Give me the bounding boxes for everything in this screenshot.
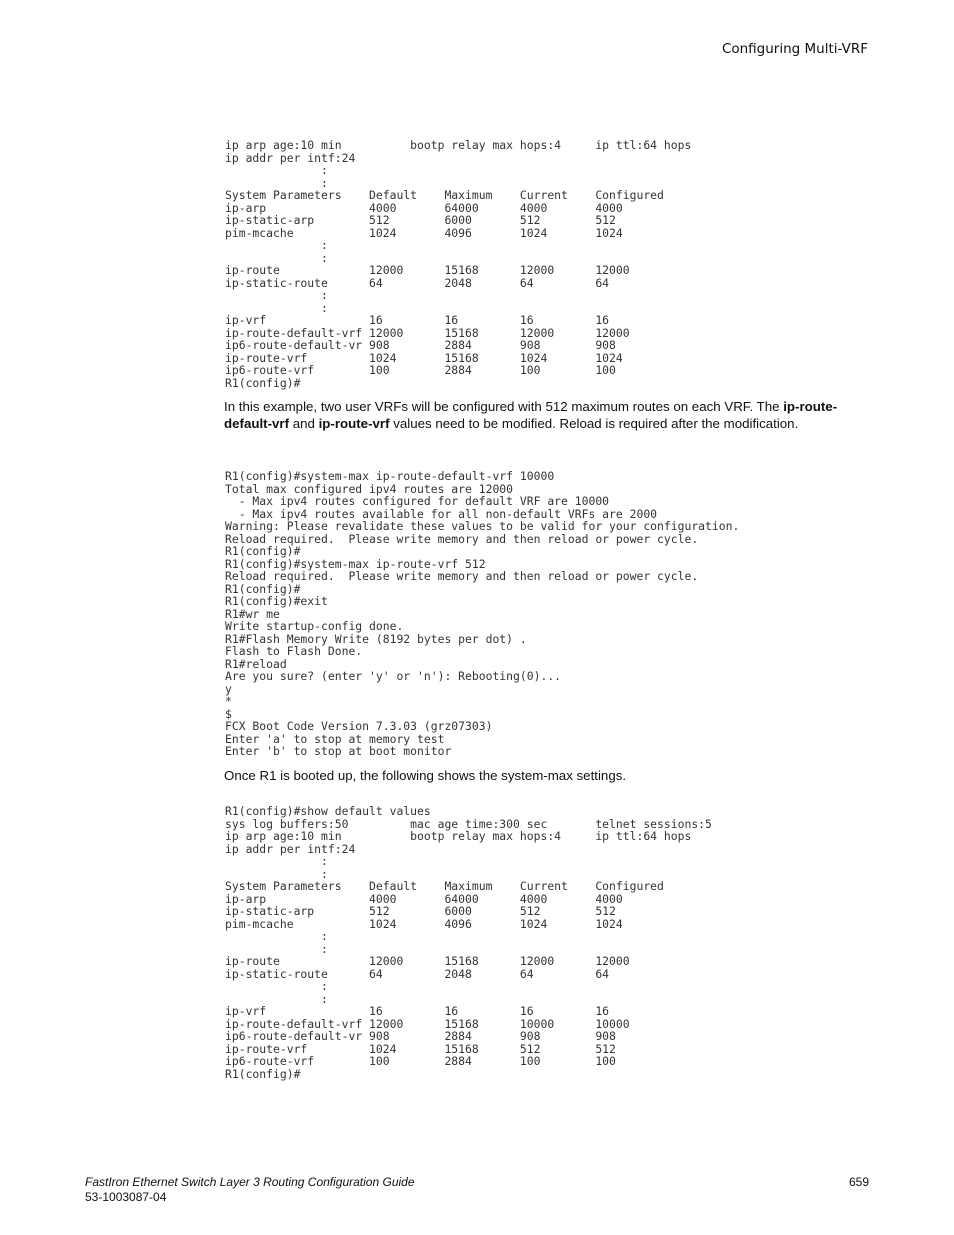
section-header: Configuring Multi-VRF <box>721 41 868 57</box>
paragraph-text: and <box>289 416 319 431</box>
paragraph-text: values need to be modified. Reload is required after the modification. <box>389 416 799 431</box>
command-keyword: ip-route-default-vrf <box>224 399 838 431</box>
page-number: 659 <box>848 1175 869 1189</box>
paragraph-vrf-example <box>224 398 844 432</box>
paragraph-booted: Once R1 is booted up, the following shows the system-max settings. <box>224 768 627 783</box>
footer-doc-title: FastIron Ethernet Switch Layer 3 Routing Configuration Guide <box>85 1175 415 1189</box>
cli-output-block-2: R1(config)#system-max ip-route-default-vrf 10000 Total max configured ipv4 routes are 12000 - Max ipv4 routes configured for default VRF are 10000 - Max ipv4 routes available for all non-default VRFs are 2000 Warning: Please revalidate these values to be valid for your configuration. Reload required. Please write memory and then reload or power cycle. R1(config)# R1(config)#system-max ip-route-vrf 512 Reload required. Please write memory and then reload or power cycle. R1(config)# R1(config)#exit R1#wr me Write startup-config done. R1#Flash Memory Write (8192 bytes per dot) . Flash to Flash Done. R1#reload Are you sure? (enter 'y' or 'n'): Rebooting(0)... y * $ FCX Boot Code Version 7.3.03 (grz07303) Enter 'a' to stop at memory test Enter 'b' to stop at boot monitor <box>225 469 740 758</box>
footer <box>85 1175 415 1204</box>
cli-output-block-1: ip arp age:10 min bootp relay max hops:4 ip ttl:64 hops ip addr per intf:24 : : System Parameters Default Maximum Current Configured ip-arp 4000 64000 4000 4000 ip-static-arp 512 6000 512 512 pim-mcache 1024 4096 1024 1024 : : ip-route 12000 15168 12000 12000 ip-static-route 64 2048 64 64 : : ip-vrf 16 16 16 16 ip-route-default-vrf 12000 15168 12000 12000 ip6-route-default-vr 908 2884 908 908 ip-route-vrf 1024 15168 1024 1024 ip6-route-vrf 100 2884 100 100 R1(config)# <box>225 138 692 390</box>
command-keyword: ip-route-vrf <box>318 416 390 431</box>
cli-output-block-3: R1(config)#show default values sys log buffers:50 mac age time:300 sec telnet sessions:5 ip arp age:10 min bootp relay max hops:4 ip ttl:64 hops ip addr per intf:24 : : System Parameters Default Maximum Current Configured ip-arp 4000 64000 4000 4000 ip-static-arp 512 6000 512 512 pim-mcache 1024 4096 1024 1024 : : ip-route 12000 15168 12000 12000 ip-static-route 64 2048 64 64 : : ip-vrf 16 16 16 16 ip-route-default-vrf 12000 15168 10000 10000 ip6-route-default-vr 908 2884 908 908 ip-route-vrf 1024 15168 512 512 ip6-route-vrf 100 2884 100 100 R1(config)# <box>225 804 712 1081</box>
footer-doc-number: 53-1003087-04 <box>85 1189 167 1204</box>
paragraph-text: In this example, two user VRFs will be configured with 512 maximum routes on each VRF. The <box>224 399 784 414</box>
